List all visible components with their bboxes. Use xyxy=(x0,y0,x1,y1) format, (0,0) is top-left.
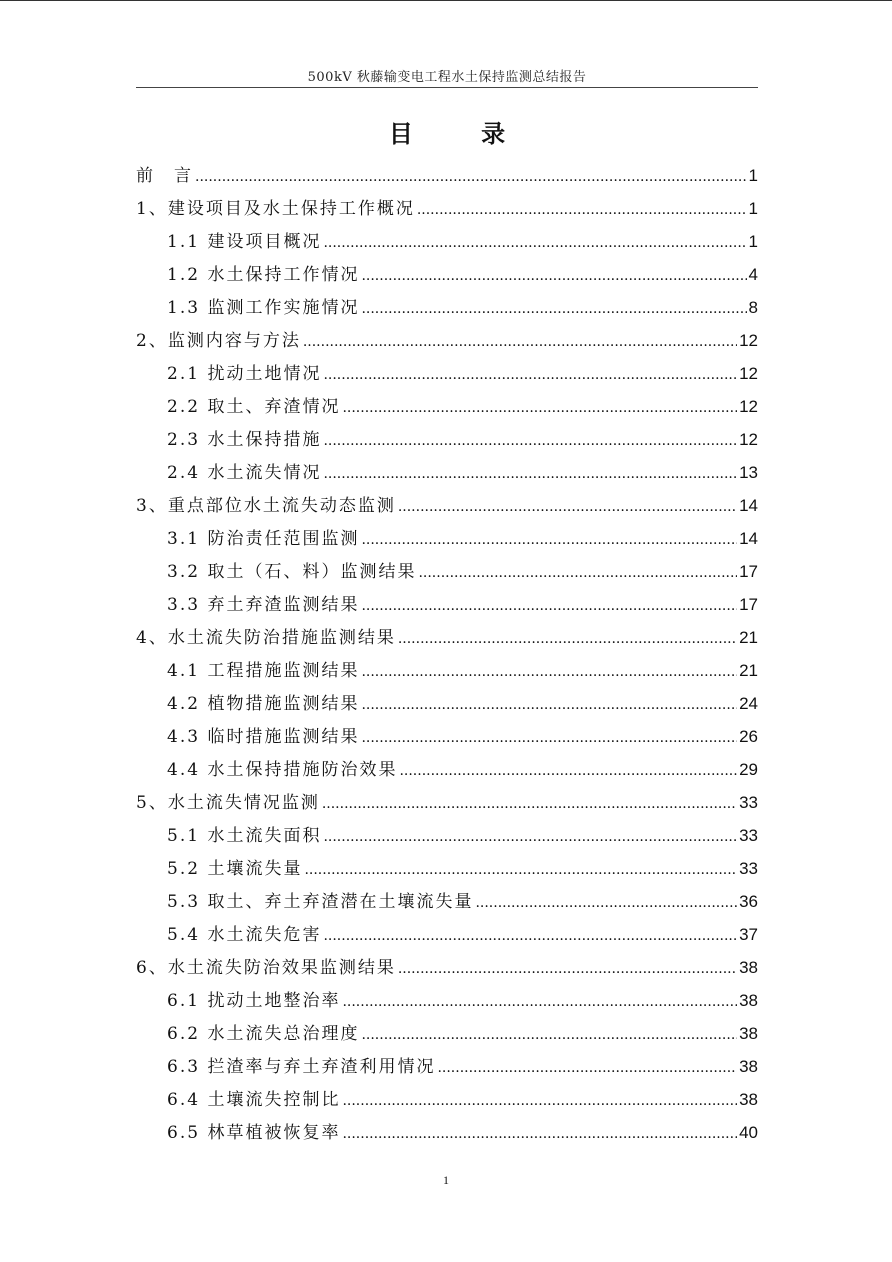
toc-entry-page: 17 xyxy=(739,595,758,614)
toc-entry-title: 4.2 植物措施监测结果 xyxy=(167,694,360,714)
toc-entry-title: 6.3 拦渣率与弃土弃渣利用情况 xyxy=(167,1057,436,1077)
toc-entry-page: 26 xyxy=(739,727,758,746)
page-number: 1 xyxy=(443,1173,449,1187)
toc-entry-page: 21 xyxy=(739,661,758,680)
toc-entry-title: 6.4 土壤流失控制比 xyxy=(167,1090,341,1110)
toc-entry[interactable] xyxy=(136,192,758,225)
toc-entry-page: 24 xyxy=(739,694,758,713)
toc-dot-leader xyxy=(322,788,737,821)
toc-entry-page: 8 xyxy=(748,298,758,317)
toc-entry[interactable] xyxy=(136,918,758,951)
toc-entry-title: 5.2 土壤流失量 xyxy=(167,859,303,879)
toc-dot-leader xyxy=(361,656,737,689)
toc-dot-leader xyxy=(342,1085,737,1118)
toc-entry-title: 1、建设项目及水土保持工作概况 xyxy=(136,199,415,219)
toc-dot-leader xyxy=(361,1019,737,1052)
toc-entry-page: 33 xyxy=(739,859,758,878)
toc-dot-leader xyxy=(361,590,737,623)
toc-dot-leader xyxy=(323,359,737,392)
toc-dot-leader xyxy=(398,491,737,524)
toc-entry[interactable] xyxy=(136,852,758,885)
toc-entry[interactable] xyxy=(136,291,758,324)
toc-dot-leader xyxy=(323,821,737,854)
toc-entry-title: 1.1 建设项目概况 xyxy=(167,232,322,252)
toc-entry-page: 38 xyxy=(739,958,758,977)
toc-entry[interactable] xyxy=(136,753,758,786)
toc-dot-leader xyxy=(342,392,737,425)
toc-entry-page: 12 xyxy=(739,397,758,416)
toc-entry-title: 2.1 扰动土地情况 xyxy=(167,364,322,384)
toc-dot-leader xyxy=(437,1052,737,1085)
toc-entry[interactable] xyxy=(136,522,758,555)
toc-entry-title: 2、监测内容与方法 xyxy=(136,331,301,351)
toc-dot-leader xyxy=(304,854,737,887)
toc-entry-page: 33 xyxy=(739,793,758,812)
toc-entry[interactable] xyxy=(136,1116,758,1149)
toc-dot-leader xyxy=(323,227,746,260)
toc-entry-title: 3.2 取土（石、料）监测结果 xyxy=(167,562,417,582)
toc-dot-leader xyxy=(361,260,746,293)
toc-entry-title: 4.4 水土保持措施防治效果 xyxy=(167,760,398,780)
toc-entry-page: 38 xyxy=(739,991,758,1010)
toc-entry-title: 6.5 林草植被恢复率 xyxy=(167,1123,341,1143)
toc-dot-leader xyxy=(475,887,737,920)
toc-entry-page: 1 xyxy=(748,166,758,185)
toc-entry-page: 21 xyxy=(739,628,758,647)
toc-entry[interactable] xyxy=(136,423,758,456)
toc-entry-title: 6.2 水土流失总治理度 xyxy=(167,1024,360,1044)
toc-entry-title: 5.3 取土、弃土弃渣潜在土壤流失量 xyxy=(167,892,474,912)
toc-dot-leader xyxy=(323,425,737,458)
toc-entry[interactable] xyxy=(136,555,758,588)
toc-entry-title: 6、水土流失防治效果监测结果 xyxy=(136,958,396,978)
toc-entry-title: 5.1 水土流失面积 xyxy=(167,826,322,846)
toc-entry-title: 5、水土流失情况监测 xyxy=(136,793,320,813)
toc-entry[interactable] xyxy=(136,654,758,687)
toc-entry[interactable] xyxy=(136,588,758,621)
toc-entry-page: 12 xyxy=(739,331,758,350)
toc-dot-leader xyxy=(342,1118,737,1151)
toc-dot-leader xyxy=(342,986,737,1019)
toc-dot-leader xyxy=(418,557,737,590)
toc-dot-leader xyxy=(323,458,737,491)
toc-dot-leader xyxy=(417,194,747,227)
toc-entry-page: 4 xyxy=(748,265,758,284)
toc-entry-page: 12 xyxy=(739,364,758,383)
toc-entry[interactable] xyxy=(136,1050,758,1083)
toc-dot-leader xyxy=(195,161,747,194)
toc-dot-leader xyxy=(361,722,737,755)
toc-dot-leader xyxy=(399,755,737,788)
toc-entry-title: 2.4 水土流失情况 xyxy=(167,463,322,483)
toc-entry-title: 2.3 水土保持措施 xyxy=(167,430,322,450)
toc-entry-page: 36 xyxy=(739,892,758,911)
toc-dot-leader xyxy=(323,920,737,953)
toc-dot-leader xyxy=(361,293,746,326)
toc-entry-title: 前 言 xyxy=(136,166,193,186)
toc-entry-title: 5.4 水土流失危害 xyxy=(167,925,322,945)
toc-entry-page: 40 xyxy=(739,1123,758,1142)
toc-entry[interactable] xyxy=(136,324,758,357)
toc-entry[interactable] xyxy=(136,489,758,522)
toc-entry-page: 29 xyxy=(739,760,758,779)
toc-entry-title: 4、水土流失防治措施监测结果 xyxy=(136,628,396,648)
toc-entry[interactable] xyxy=(136,1017,758,1050)
toc-entry-title: 6.1 扰动土地整治率 xyxy=(167,991,341,1011)
toc-entry-page: 38 xyxy=(739,1090,758,1109)
toc-entry[interactable] xyxy=(136,819,758,852)
toc-entry-page: 33 xyxy=(739,826,758,845)
toc-entry[interactable] xyxy=(136,885,758,918)
toc-dot-leader xyxy=(398,623,737,656)
toc-entry[interactable] xyxy=(136,621,758,654)
toc-entry-page: 14 xyxy=(739,496,758,515)
toc-entry[interactable] xyxy=(136,357,758,390)
toc-entry[interactable] xyxy=(136,984,758,1017)
toc-title: 目 录 xyxy=(388,120,536,148)
toc-entry-title: 2.2 取土、弃渣情况 xyxy=(167,397,341,417)
toc-entry[interactable] xyxy=(136,720,758,753)
toc-entry[interactable] xyxy=(136,951,758,984)
toc-entry-page: 13 xyxy=(739,463,758,482)
toc-entry-title: 1.3 监测工作实施情况 xyxy=(167,298,360,318)
toc-entry[interactable] xyxy=(136,687,758,720)
toc-entry-page: 38 xyxy=(739,1024,758,1043)
toc-entry-page: 37 xyxy=(739,925,758,944)
toc-entry-title: 1.2 水土保持工作情况 xyxy=(167,265,360,285)
toc-entry-page: 17 xyxy=(739,562,758,581)
toc-entry-title: 3、重点部位水土流失动态监测 xyxy=(136,496,396,516)
toc-entry[interactable] xyxy=(136,1083,758,1116)
toc-entry-title: 3.3 弃土弃渣监测结果 xyxy=(167,595,360,615)
toc-entry[interactable] xyxy=(136,456,758,489)
header-rule xyxy=(136,87,758,88)
toc-entry-title: 4.3 临时措施监测结果 xyxy=(167,727,360,747)
toc-dot-leader xyxy=(303,326,737,359)
toc-entry-page: 1 xyxy=(748,232,758,251)
toc-entry[interactable] xyxy=(136,390,758,423)
toc-entry-page: 38 xyxy=(739,1057,758,1076)
page-top-border xyxy=(0,0,892,1)
table-of-contents xyxy=(136,159,758,1149)
toc-entry-title: 3.1 防治责任范围监测 xyxy=(167,529,360,549)
toc-entry-page: 14 xyxy=(739,529,758,548)
toc-entry[interactable] xyxy=(136,225,758,258)
toc-entry-page: 1 xyxy=(748,199,758,218)
toc-entry-page: 12 xyxy=(739,430,758,449)
toc-dot-leader xyxy=(398,953,737,986)
toc-entry-title: 4.1 工程措施监测结果 xyxy=(167,661,360,681)
toc-entry[interactable] xyxy=(136,159,758,192)
toc-dot-leader xyxy=(361,524,737,557)
running-header: 500kV 秋藤输变电工程水土保持监测总结报告 xyxy=(307,70,587,85)
toc-dot-leader xyxy=(361,689,737,722)
toc-entry[interactable] xyxy=(136,258,758,291)
toc-entry[interactable] xyxy=(136,786,758,819)
